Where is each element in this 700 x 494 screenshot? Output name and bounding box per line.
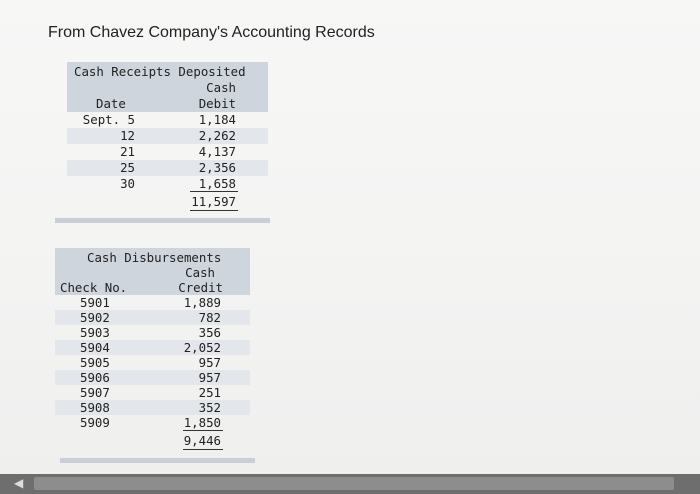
disbursements-amount: 957 — [198, 370, 221, 385]
disbursements-amount: 1,889 — [183, 295, 221, 310]
disbursements-bottom-rule — [60, 458, 255, 463]
receipts-col-cash: Cash — [206, 80, 236, 95]
disbursements-check: 5902 — [80, 310, 110, 325]
disbursements-check: 5908 — [80, 400, 110, 415]
disbursements-check: 5904 — [80, 340, 110, 355]
disbursements-total-underline — [183, 449, 223, 450]
disbursements-check: 5901 — [80, 295, 110, 310]
receipts-amount: 1,184 — [198, 112, 236, 127]
disbursements-heading: Cash Disbursements — [87, 250, 222, 265]
receipts-col-date: Date — [96, 96, 126, 111]
disbursements-check: 5906 — [80, 370, 110, 385]
receipts-heading: Cash Receipts Deposited — [74, 64, 246, 79]
receipts-date: 30 — [120, 176, 135, 191]
disbursements-check: 5903 — [80, 325, 110, 340]
disbursements-amount: 1,850 — [183, 415, 221, 430]
receipts-bottom-rule — [55, 218, 270, 223]
page-title: From Chavez Company's Accounting Records — [48, 24, 375, 41]
receipts-total-underline — [190, 210, 238, 211]
receipts-total-rule — [190, 191, 238, 192]
disbursements-total: 9,446 — [183, 433, 221, 448]
disbursements-amount: 957 — [198, 355, 221, 370]
receipts-total: 11,597 — [191, 194, 236, 209]
receipts-date: 21 — [120, 144, 135, 159]
disbursements-amount: 2,052 — [183, 340, 221, 355]
receipts-col-debit: Debit — [198, 96, 236, 111]
disbursements-col-cash: Cash — [185, 265, 215, 280]
disbursements-amount: 251 — [198, 385, 221, 400]
receipts-date: Sept. 5 — [82, 112, 135, 127]
receipts-date: 25 — [120, 160, 135, 175]
receipts-date: 12 — [120, 128, 135, 143]
receipts-amount: 1,658 — [198, 176, 236, 191]
disbursements-check: 5905 — [80, 355, 110, 370]
scrollbar-thumb[interactable] — [34, 477, 674, 490]
disbursements-amount: 782 — [198, 310, 221, 325]
receipts-amount: 2,356 — [198, 160, 236, 175]
disbursements-col-check: Check No. — [60, 280, 128, 295]
receipts-amount: 2,262 — [198, 128, 236, 143]
disbursements-check: 5907 — [80, 385, 110, 400]
disbursements-col-credit: Credit — [178, 280, 223, 295]
horizontal-scrollbar[interactable] — [0, 474, 700, 494]
disbursements-total-rule — [183, 430, 223, 431]
scroll-left-icon[interactable]: ◀ — [14, 476, 24, 490]
receipts-amount: 4,137 — [198, 144, 236, 159]
cash-disbursements-table — [55, 248, 255, 468]
disbursements-amount: 352 — [198, 400, 221, 415]
cash-receipts-table — [55, 62, 270, 224]
disbursements-amount: 356 — [198, 325, 221, 340]
disbursements-check: 5909 — [80, 415, 110, 430]
